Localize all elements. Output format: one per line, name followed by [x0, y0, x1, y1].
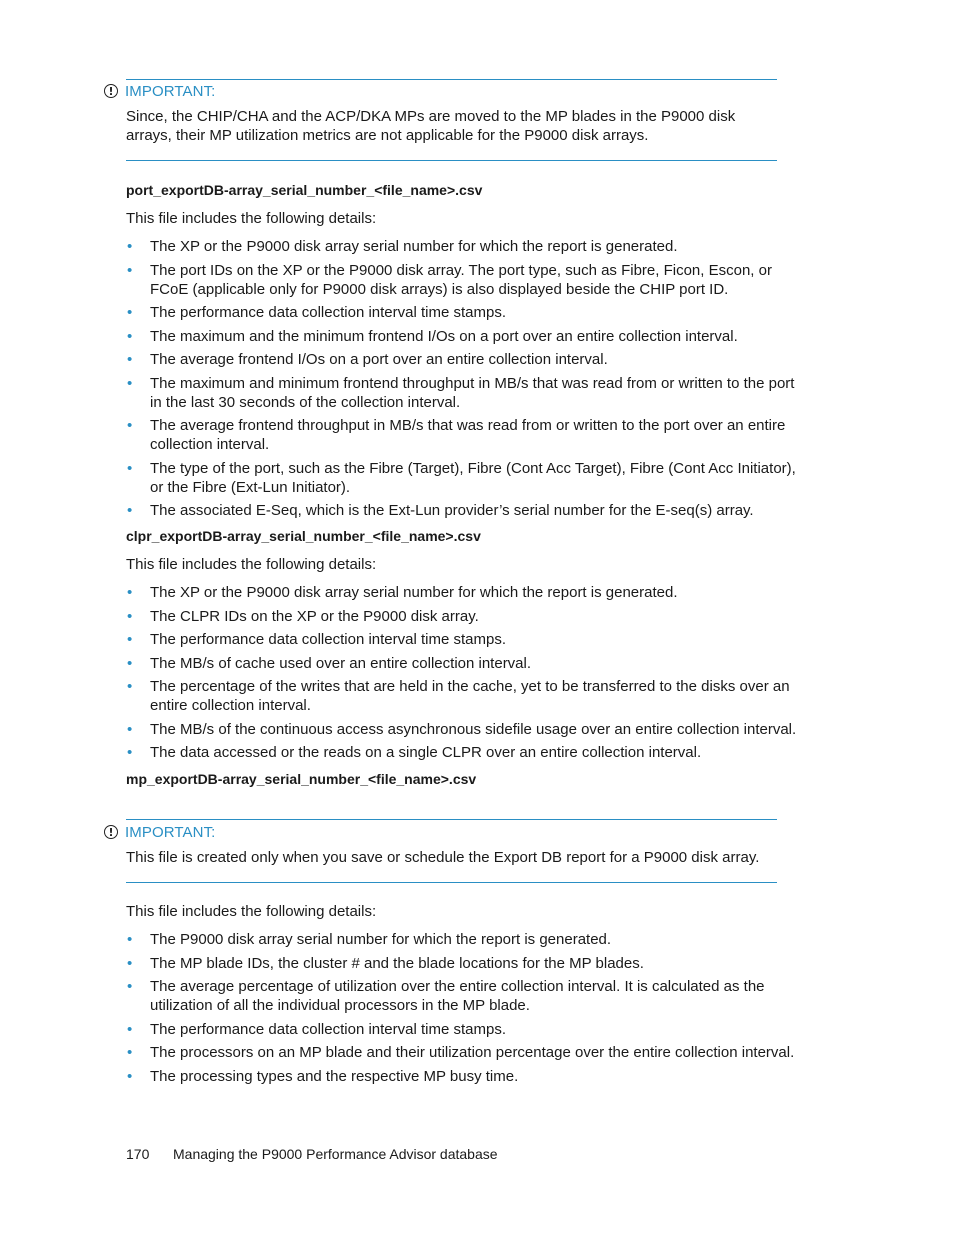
mp-important-header: [104, 822, 215, 842]
list-item-text: The average frontend I/Os on a port over an entire collection interval.: [150, 351, 608, 368]
port-details-list: [126, 237, 806, 525]
mp-important-text: This file is created only when you save or schedule the Export DB report for a P9000 disk array.: [126, 849, 760, 866]
exclamation-icon: !: [104, 84, 118, 98]
list-item: [126, 1067, 806, 1086]
clpr-intro: This file includes the following details:: [126, 556, 377, 573]
list-item-text: The data accessed or the reads on a single CLPR over an entire collection interval.: [150, 744, 702, 761]
bullet-icon: •: [127, 304, 133, 321]
list-item: [126, 261, 806, 299]
list-item-text: The percentage of the writes that are held in the cache, yet to be transferred to the disks over an entire collection interval.: [150, 678, 790, 714]
list-item: [126, 1043, 806, 1062]
list-item-text: The maximum and minimum frontend throughput in MB/s that was read from or written to the port in the last 30 seconds of the collection interval.: [150, 374, 795, 411]
mp-details-list: [126, 930, 806, 1090]
bullet-icon: •: [127, 744, 133, 761]
list-item-text: The associated E-Seq, which is the Ext-Lun provider’s serial number for the E-seq(s) array.: [150, 502, 754, 519]
bullet-icon: •: [127, 374, 133, 392]
page-footer: [126, 1145, 498, 1163]
important-bottom-rule: [126, 160, 777, 161]
bullet-icon: •: [127, 238, 133, 255]
list-item-text: The performance data collection interval time stamps.: [150, 1020, 506, 1038]
important-label: IMPORTANT:: [125, 82, 216, 100]
mp-important-bottom-rule: [126, 882, 777, 883]
list-item: [126, 720, 806, 739]
bullet-icon: •: [127, 1020, 133, 1038]
list-item-text: The performance data collection interval time stamps.: [150, 631, 506, 648]
list-item: [126, 237, 806, 256]
bullet-icon: •: [127, 261, 133, 279]
bullet-icon: •: [127, 954, 133, 972]
bullet-icon: •: [127, 327, 133, 345]
list-item: [126, 954, 806, 973]
list-item-text: The average frontend throughput in MB/s that was read from or written to the port over an entire collection interval.: [150, 417, 786, 453]
bullet-icon: •: [127, 720, 133, 738]
list-item: [126, 459, 806, 497]
list-item: [126, 350, 806, 369]
list-item-text: The type of the port, such as the Fibre (Target), Fibre (Cont Acc Target), Fibre (Cont Acc Initiator), or the Fibre (Ext-Lun Initiator).: [150, 459, 796, 496]
list-item-text: The MB/s of the continuous access asynchronous sidefile usage over an entire collection interval.: [150, 720, 797, 738]
bullet-icon: •: [127, 351, 133, 368]
list-item: [126, 501, 806, 520]
mp-intro: This file includes the following details:: [126, 903, 377, 920]
list-item: [126, 677, 806, 715]
list-item: [126, 1020, 806, 1039]
bullet-icon: •: [127, 678, 133, 695]
port-file-heading: port_exportDB-array_serial_number_<file_name>.csv: [126, 182, 483, 198]
mp-file-heading: mp_exportDB-array_serial_number_<file_name>.csv: [126, 771, 477, 787]
exclamation-icon: !: [104, 825, 118, 839]
list-item-text: The CLPR IDs on the XP or the P9000 disk array.: [150, 607, 479, 625]
list-item-text: The port IDs on the XP or the P9000 disk array. The port type, such as Fibre, Ficon, Escon, or FCoE (applicable only for P9000 disk arrays) is also displayed beside the CHIP port ID.: [150, 261, 772, 298]
bullet-icon: •: [127, 978, 133, 995]
important-text: Since, the CHIP/CHA and the ACP/DKA MPs are moved to the MP blades in the P9000 disk arrays, their MP utilization metrics are not applicable for the P9000 disk arrays.: [126, 108, 736, 144]
footer-title: Managing the P9000 Performance Advisor database: [173, 1146, 498, 1162]
list-item: [126, 416, 806, 454]
bullet-icon: •: [127, 631, 133, 648]
bullet-icon: •: [127, 1067, 133, 1085]
list-item: [126, 630, 806, 649]
list-item: [126, 303, 806, 322]
bullet-icon: •: [127, 417, 133, 434]
bullet-icon: •: [127, 654, 133, 672]
page-number: 170: [126, 1146, 150, 1162]
bullet-icon: •: [127, 459, 133, 477]
list-item: [126, 607, 806, 626]
list-item: [126, 374, 806, 412]
clpr-details-list: [126, 583, 806, 767]
port-intro: This file includes the following details:: [126, 210, 377, 227]
list-item-text: The XP or the P9000 disk array serial number for which the report is generated.: [150, 238, 678, 255]
mp-important-top-rule: [126, 819, 777, 820]
bullet-icon: •: [127, 607, 133, 625]
important-label: IMPORTANT:: [125, 823, 216, 841]
bullet-icon: •: [127, 502, 133, 519]
list-item-text: The processors on an MP blade and their utilization percentage over the entire collection interval.: [150, 1044, 795, 1061]
clpr-file-heading: clpr_exportDB-array_serial_number_<file_name>.csv: [126, 528, 481, 544]
list-item-text: The average percentage of utilization over the entire collection interval. It is calculated as the utilization of all the individual processors in the MP blade.: [150, 978, 765, 1014]
list-item-text: The XP or the P9000 disk array serial number for which the report is generated.: [150, 584, 678, 601]
bullet-icon: •: [127, 584, 133, 601]
list-item: [126, 930, 806, 949]
important-header: [104, 81, 215, 101]
list-item-text: The maximum and the minimum frontend I/Os on a port over an entire collection interval.: [150, 327, 738, 345]
list-item: [126, 583, 806, 602]
list-item-text: The P9000 disk array serial number for which the report is generated.: [150, 931, 612, 948]
bullet-icon: •: [127, 931, 133, 948]
list-item: [126, 327, 806, 346]
list-item-text: The MB/s of cache used over an entire collection interval.: [150, 654, 532, 672]
list-item: [126, 977, 806, 1015]
list-item-text: The performance data collection interval time stamps.: [150, 304, 506, 321]
bullet-icon: •: [127, 1044, 133, 1061]
list-item: [126, 743, 806, 762]
important-top-rule: [126, 79, 777, 80]
list-item: [126, 654, 806, 673]
list-item-text: The MP blade IDs, the cluster # and the blade locations for the MP blades.: [150, 954, 644, 972]
list-item-text: The processing types and the respective MP busy time.: [150, 1067, 519, 1085]
